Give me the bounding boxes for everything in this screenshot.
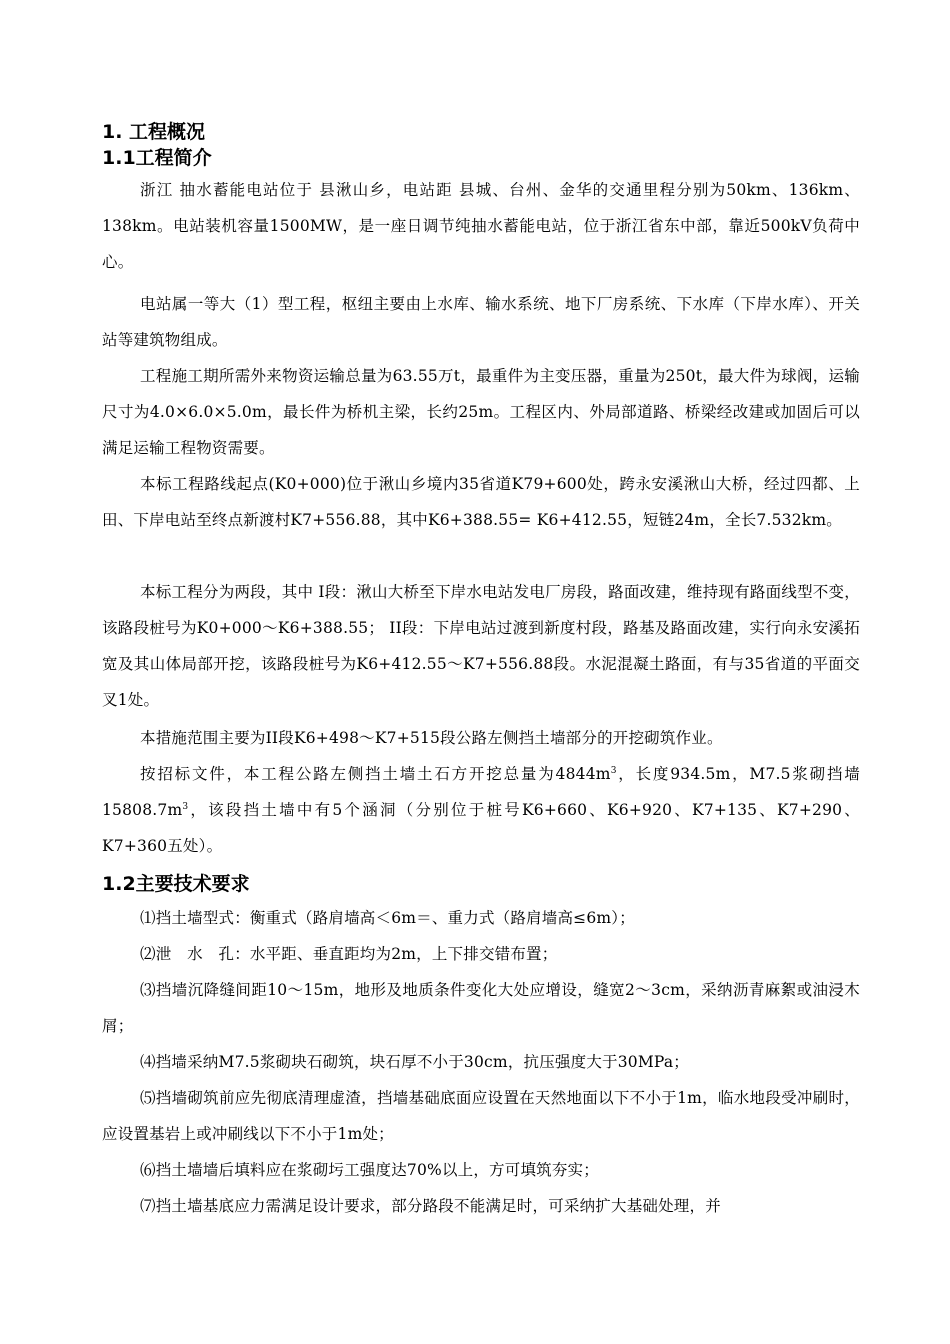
paragraph-classification: 电站属一等大（1）型工程，枢纽主要由上水库、输水系统、地下厂房系统、下水库（下岸水库）、开关站等建筑物组成。 — [102, 295, 860, 349]
section-heading-1: 1. 工程概况 — [102, 121, 206, 143]
requirement-item-3: ⑶挡墙沉降缝间距10～15m，地形及地质条件变化大处应增设，缝宽2～3cm，采纳沥青麻絮或油浸木屑； — [102, 981, 860, 1035]
paragraph-scope: 本措施范围主要为II段K6+498～K7+515段公路左侧挡土墙部分的开挖砌筑作业。 — [140, 729, 723, 747]
requirement-item-7: ⑺挡土墙基底应力需满足设计要求，部分路段不能满足时，可采纳扩大基础处理，并 — [140, 1197, 721, 1215]
superscript-3: 3 — [182, 801, 189, 812]
paragraph-quantities — [102, 756, 860, 864]
requirement-item-2: ⑵泄 水 孔：水平距、垂直距均为2m，上下排交错布置； — [140, 945, 558, 963]
requirement-item-5: ⑸挡墙砌筑前应先彻底清理虚渣，挡墙基础底面应设置在天然地面以下不小于1m，临水地段受冲刷时，应设置基岩上或冲刷线以下不小于1m处； — [102, 1089, 860, 1143]
quantities-text-b: ，长度934.5m，M7.5浆砌挡墙15808.7m — [102, 765, 860, 819]
requirement-item-1: ⑴挡土墙型式：衡重式（路肩墙高＜6m＝、重力式（路肩墙高≤6m）； — [140, 909, 635, 927]
paragraph-transport: 工程施工期所需外来物资运输总量为63.55万t，最重件为主变压器，重量为250t，最大件为球阀，运输尺寸为4.0×6.0×5.0m，最长件为桥机主梁，长约25m。工程区内、外局部道路、桥梁经改建或加固后可以满足运输工程物资需要。 — [102, 367, 860, 457]
section-heading-1-1: 1.1工程简介 — [102, 147, 212, 169]
superscript-3: 3 — [610, 765, 617, 776]
quantities-text-c: ，该段挡土墙中有5个涵洞（分别位于桩号K6+660、K6+920、K7+135、K7+290、K7+360五处）。 — [102, 801, 860, 855]
paragraph-route: 本标工程路线起点(K0+000)位于湫山乡境内35省道K79+600处，跨永安溪湫山大桥，经过四都、上田、下岸电站至终点新渡村K7+556.88，其中K6+388.55= K6+412.55，短链24m，全长7.532km。 — [102, 475, 860, 529]
paragraph-overview: 浙江 抽水蓄能电站位于 县湫山乡，电站距 县城、台州、金华的交通里程分别为50km、136km、138km。电站装机容量1500MW，是一座日调节纯抽水蓄能电站，位于浙江省东中部，靠近500kV负荷中心。 — [102, 181, 860, 271]
quantities-text-a: 按招标文件，本工程公路左侧挡土墙土石方开挖总量为4844m — [140, 765, 611, 783]
paragraph-sections: 本标工程分为两段，其中 I段：湫山大桥至下岸水电站发电厂房段，路面改建，维持现有路面线型不变，该路段桩号为K0+000～K6+388.55； II段：下岸电站过渡到新度村段，路基及路面改建，实行向永安溪拓宽及其山体局部开挖，该路段桩号为K6+412.55～K7+556.88段。水泥混凝土路面，有与35省道的平面交叉1处。 — [102, 583, 860, 709]
section-heading-1-2: 1.2主要技术要求 — [102, 873, 250, 895]
requirement-item-4: ⑷挡墙采纳M7.5浆砌块石砌筑，块石厚不小于30cm，抗压强度大于30MPa； — [140, 1053, 689, 1071]
requirement-item-6: ⑹挡土墙墙后填料应在浆砌圬工强度达70%以上，方可填筑夯实； — [140, 1161, 599, 1179]
